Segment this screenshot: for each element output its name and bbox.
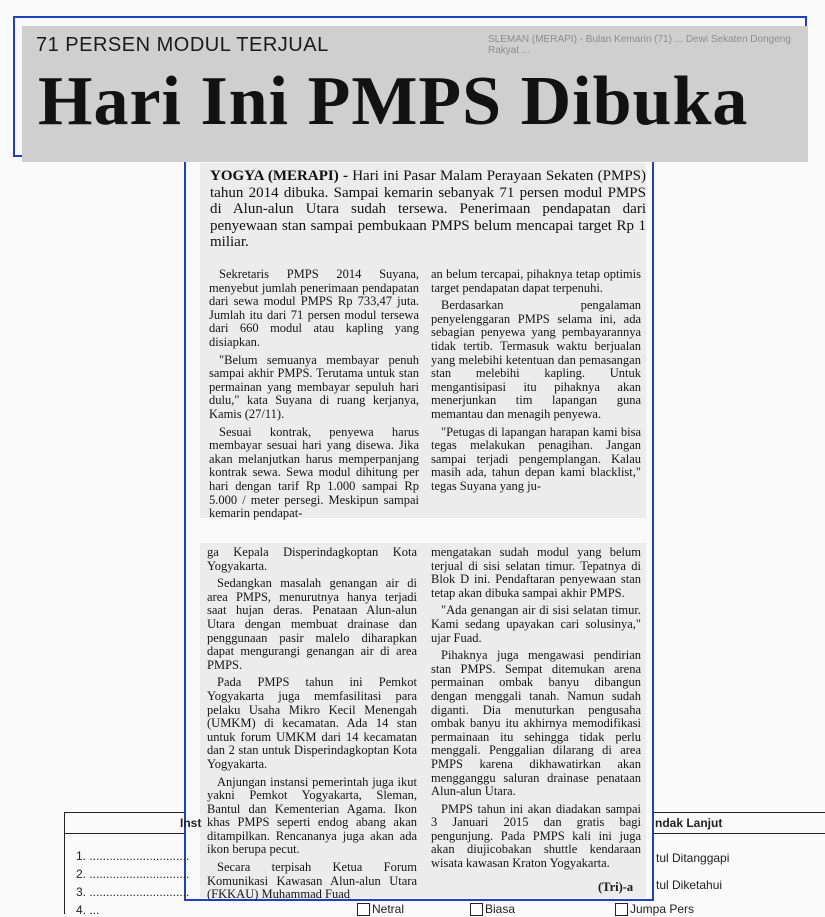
column-top-left <box>209 268 419 525</box>
paragraph: an belum tercapai, pihaknya tetap optimis target pendapatan dapat terpenuhi. <box>431 267 641 295</box>
paragraph: "Ada genangan air di sisi selatan timur. Kami sedang upayakan cari solusinya," ujar Fuad. <box>431 603 641 645</box>
kicker-text: 71 PERSEN MODUL TERJUAL <box>36 34 329 56</box>
form-right-item: tul Diketahui <box>656 878 723 892</box>
author-signature: (Tri)-a <box>598 880 634 894</box>
clip-frame-column-left <box>184 155 186 901</box>
headline: Hari Ini PMPS Dibuka <box>38 63 749 140</box>
checkbox-label: Netral <box>372 902 405 916</box>
form-header-line-right <box>654 833 825 834</box>
checkbox-jumpa-pers[interactable] <box>615 903 628 916</box>
paragraph: mengatakan sudah modul yang belum terjual di sisi selatan timur. Tepatnya di Blok D ini. Pendaftaran penyewaan stan tetap akan dibuka sampai akhir PMPS. <box>431 545 641 600</box>
checkbox-netral[interactable] <box>357 903 370 916</box>
form-right-header: ndak Lanjut <box>655 816 723 830</box>
form-left-border <box>64 812 65 914</box>
paragraph: Sedangkan masalah genangan air di area PMPS, menurutnya hanya terjadi saat hujan deras. Penataan Alun-alun Utara dengan membuat drainase dan penggunaan pasir malelo diharapkan dapat mengurangi genangan air di area PMPS. <box>207 576 417 672</box>
checkbox-label: Jumpa Pers <box>630 902 695 916</box>
paragraph: "Belum semuanya membayar penuh sampai akhir PMPS. Terutama untuk stan permainan yang membayar sepuluh hari dulu," kata Suyana di ruang kerjanya, Kamis (27/11). <box>209 352 419 421</box>
paragraph: ga Kepala Disperindagkoptan Kota Yogyakarta. <box>207 545 417 573</box>
form-header-line-left <box>64 833 184 834</box>
dateline: YOGYA (MERAPI) - <box>210 168 348 184</box>
clip-frame-top <box>13 16 806 18</box>
article-lede <box>210 168 646 251</box>
column-bottom-right <box>431 546 641 875</box>
form-row: 2. .............................. <box>76 867 190 881</box>
paragraph: Anjungan instansi pemerintah juga ikut yakni Pemkot Yogyakarta, Sleman, Bantul dan Kementerian Agama. Ikon khas PMPS seperti endog abang akan ditampilkan. Rencananya juga akan ada ikon berupa pecut. <box>207 774 417 857</box>
paragraph: Secara terpisah Ketua Forum Komunikasi Kawasan Alun-alun Utara (FKKAU) Muhammad Fuad <box>207 860 417 902</box>
column-top-right <box>431 268 641 498</box>
paragraph: Pihaknya juga mengawasi pendirian stan PMPS. Sempat ditemukan arena permainan ombak banyu dibangun dengan menggali tanah. Namun sudah diganti. Dia menuturkan pengusaha ombak banyu itu akhirnya memodifikasi permainaan itu sehingga tidak perlu menggali. Penggalian dilarang di area PMPS karena dikhawatirkan akan mengganggu saluran drainase penataan Alun-alun Utara. <box>431 648 641 799</box>
paragraph: Pada PMPS tahun ini Pemkot Yogyakarta juga memfasilitasi para pelaku Usaha Mikro Kecil Menengah (UMKM) di kecamatan. Ada 14 stan untuk forum UMKM dari 14 kecamatan dan 2 stan untuk Disperindagkoptan Kota Yogyakarta. <box>207 675 417 771</box>
form-row: 4. ... <box>76 903 100 917</box>
form-left-header: Inst <box>180 816 202 830</box>
bleed-through-text: SLEMAN (MERAPI) - Bulan Kemarin (71) ... Dewi Sekaten Dongeng Rakyat ... <box>488 34 791 56</box>
clip-frame-column-right <box>652 155 654 901</box>
checkbox-label: Biasa <box>485 902 516 916</box>
paragraph: Sesuai kontrak, penyewa harus membayar sesuai hari yang disewa. Jika akan melanjutkan harus memperpanjang kontrak sewa. Sewa modul dihitung per hari dengan tarif Rp 1.000 sampai Rp 5.000 / meter persegi. Meskipun sampai kemarin pendapat- <box>209 424 419 521</box>
form-top-border <box>64 812 184 813</box>
clip-frame-left <box>13 16 15 156</box>
lede-text: Hari ini Pasar Malam Perayaan Sekaten (PMPS) tahun 2014 dibuka. Sampai kemarin sebanyak 71 persen modul PMPS di Alun-alun Utara sudah tersewa. Penerimaan pendapatan dari penyewaan stan sampai pembukaan PMPS belum mencapai target Rp 1 miliar. <box>210 168 647 250</box>
paragraph: Berdasarkan pengalaman penyelenggaran PMPS selama ini, ada sebagian penyewa yang pembayarannya tidak tertib. Termasuk waktu berjualan yang melebihi ketentuan dan pemasangan stan melebihi kapling. Untuk mengantisipasi itu pihaknya akan menerjunkan tim lapangan guna memantau dan menagih penyewa. <box>431 298 641 421</box>
paragraph: "Petugas di lapangan harapan kami bisa tegas melakukan penagihan. Jangan sampai terjadi pengemplangan. Kalau masih ada, tahun depan kami blacklist," tegas Suyana yang ju- <box>431 424 641 493</box>
form-row: 3. .............................. <box>76 885 190 899</box>
checkbox-biasa[interactable] <box>470 903 483 916</box>
form-row: 1. .............................. <box>76 849 190 863</box>
column-bottom-left <box>207 546 417 906</box>
form-right-item: tul Ditanggapi <box>656 851 730 865</box>
form-top-border-right <box>654 812 825 813</box>
paragraph: PMPS tahun ini akan diadakan sampai 3 Januari 2015 dan gratis bagi pengunjung. Pada PMPS kali ini juga akan diujicobakan shuttle kendaraan wisata kawasan Kraton Yogyakarta. <box>431 801 641 871</box>
paragraph: Sekretaris PMPS 2014 Suyana, menyebut jumlah penerimaan pendapatan dari sewa modul PMPS Rp 733,47 juta. Jumlah itu dari 71 persen modul tersewa dari 660 modul atau kapling yang disiapkan. <box>209 267 419 349</box>
